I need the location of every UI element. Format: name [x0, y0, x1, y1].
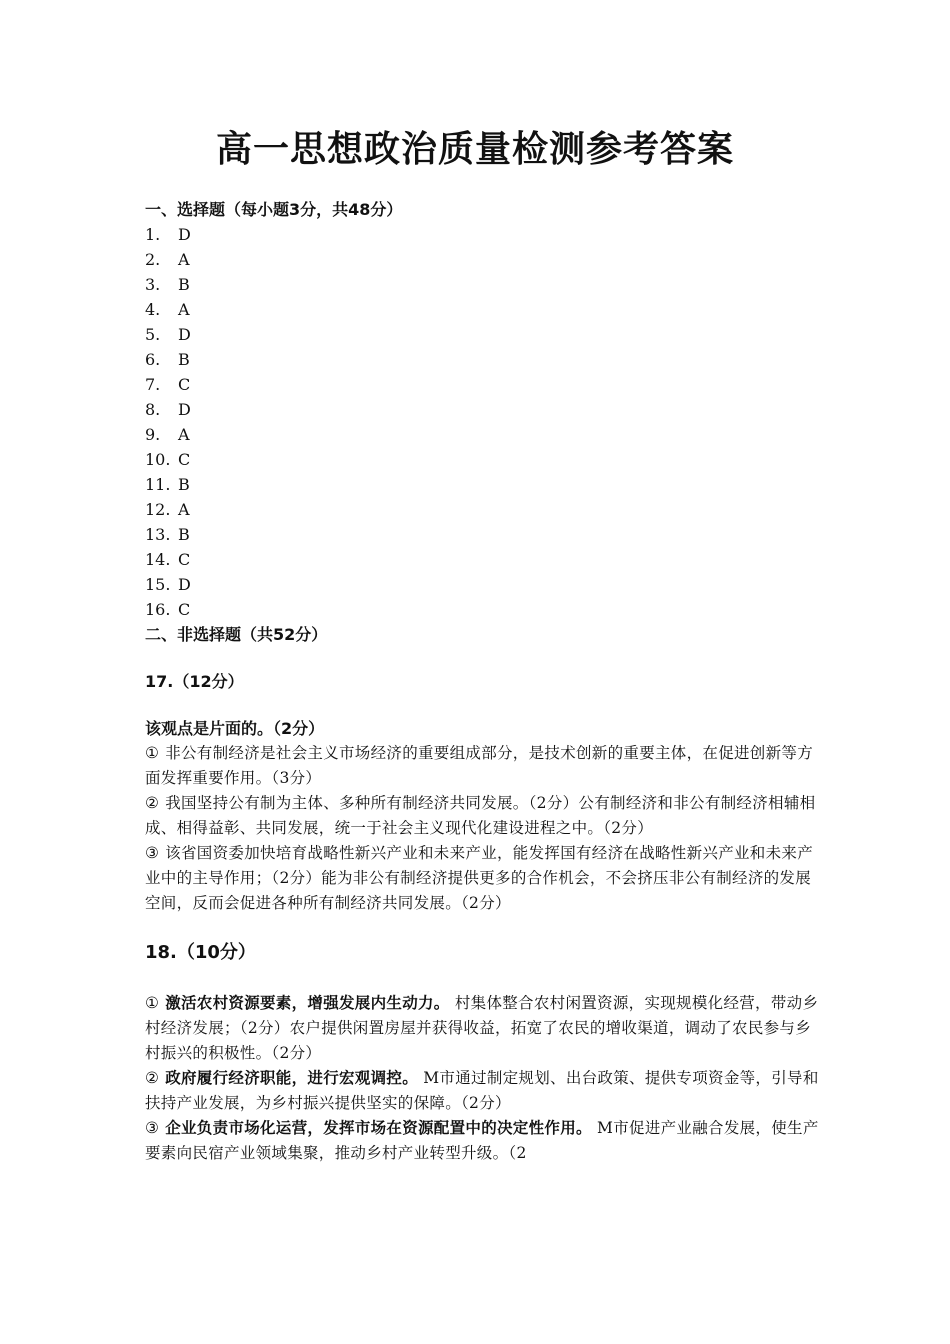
answer-number: 4.: [145, 300, 161, 319]
q18-point-1: [145, 991, 825, 1066]
answer-choice: B: [178, 275, 190, 294]
answer-number: 5.: [145, 325, 161, 344]
answer-item: [145, 497, 825, 522]
answer-item: [145, 297, 825, 322]
answer-choice: B: [178, 475, 190, 494]
answer-number: 1.: [145, 225, 161, 244]
answer-choice: B: [178, 350, 190, 369]
answer-number: 3.: [145, 275, 161, 294]
point-marker: ①: [145, 744, 160, 762]
answer-item: [145, 247, 825, 272]
point-text: M市促进产业融合发展，使生产要素向民宿产业领域集聚，推动乡村产业转型升级。（2: [145, 1119, 819, 1162]
answer-choice: A: [178, 250, 190, 269]
answer-number: 10.: [145, 450, 171, 469]
point-marker: ③: [145, 844, 160, 862]
answer-number: 13.: [145, 525, 171, 544]
answer-number: 15.: [145, 575, 171, 594]
answer-item: [145, 372, 825, 397]
document-body: [145, 197, 825, 1166]
point-marker: ①: [145, 994, 160, 1012]
answer-choice: D: [178, 400, 191, 419]
point-lead: 政府履行经济职能，进行宏观调控。: [165, 1069, 419, 1087]
point-text: 非公有制经济是社会主义市场经济的重要组成部分，是技术创新的重要主体，在促进创新等方面发挥重要作用。（3分）: [145, 744, 814, 787]
question-18-heading: 18.（10分）: [145, 942, 256, 963]
answer-item: [145, 347, 825, 372]
answer-choice: C: [178, 600, 191, 619]
answer-number: 12.: [145, 500, 171, 519]
answer-choice: D: [178, 325, 191, 344]
section-heading-multiple-choice: 一、选择题（每小题3分，共48分）: [145, 200, 403, 219]
answer-item: [145, 472, 825, 497]
answer-number: 9.: [145, 425, 161, 444]
answer-item: [145, 322, 825, 347]
q17-point-1: [145, 741, 825, 791]
point-text: 村集体整合农村闲置资源，实现规模化经营，带动乡村经济发展；（2分）农户提供闲置房屋并获得收益，拓宽了农民的增收渠道，调动了农民参与乡村振兴的积极性。（2分）: [145, 994, 819, 1062]
page-title: 高一思想政治质量检测参考答案: [215, 129, 734, 170]
answer-choice: C: [178, 550, 191, 569]
q18-point-2: [145, 1066, 825, 1116]
answer-number: 8.: [145, 400, 161, 419]
answer-choice: D: [178, 225, 191, 244]
answer-item: [145, 222, 825, 247]
point-lead: 激活农村资源要素，增强发展内生动力。: [165, 994, 450, 1012]
answer-number: 2.: [145, 250, 161, 269]
answer-item: [145, 572, 825, 597]
answer-choice: A: [178, 300, 190, 319]
answer-item: [145, 522, 825, 547]
answer-choice: D: [178, 575, 191, 594]
answer-list: [145, 222, 825, 622]
answer-choice: A: [178, 500, 190, 519]
point-text: M市通过制定规划、出台政策、提供专项资金等，引导和扶持产业发展，为乡村振兴提供坚实的保障。（2分）: [145, 1069, 819, 1112]
q17-point-2: [145, 791, 825, 841]
answer-item: [145, 597, 825, 622]
point-marker: ②: [145, 794, 160, 812]
answer-item: [145, 547, 825, 572]
answer-number: 6.: [145, 350, 161, 369]
answer-item: [145, 447, 825, 472]
answer-number: 16.: [145, 600, 171, 619]
answer-item: [145, 272, 825, 297]
point-marker: ②: [145, 1069, 160, 1087]
answer-item: [145, 422, 825, 447]
answer-number: 11.: [145, 475, 171, 494]
answer-choice: C: [178, 375, 191, 394]
point-text: 我国坚持公有制为主体、多种所有制经济共同发展。（2分）公有制经济和非公有制经济相辅相成、相得益彰、共同发展，统一于社会主义现代化建设进程之中。（2分）: [145, 794, 816, 837]
answer-number: 14.: [145, 550, 171, 569]
q18-point-3: [145, 1116, 825, 1166]
answer-number: 7.: [145, 375, 161, 394]
answer-item: [145, 397, 825, 422]
question-17-heading: 17.（12分）: [145, 672, 244, 691]
point-text: 该省国资委加快培育战略性新兴产业和未来产业，能发挥国有经济在战略性新兴产业和未来产业中的主导作用；（2分）能为非公有制经济提供更多的合作机会，不会挤压非公有制经济的发展空间，反而会促进各种所有制经济共同发展。（2分）: [145, 844, 814, 912]
answer-choice: B: [178, 525, 190, 544]
answer-choice: A: [178, 425, 190, 444]
point-marker: ③: [145, 1119, 160, 1137]
question-17-thesis: 该观点是片面的。（2分）: [145, 719, 325, 738]
answer-choice: C: [178, 450, 191, 469]
q17-point-3: [145, 841, 825, 916]
point-lead: 企业负责市场化运营，发挥市场在资源配置中的决定性作用。: [165, 1119, 592, 1137]
section-heading-non-choice: 二、非选择题（共52分）: [145, 625, 328, 644]
